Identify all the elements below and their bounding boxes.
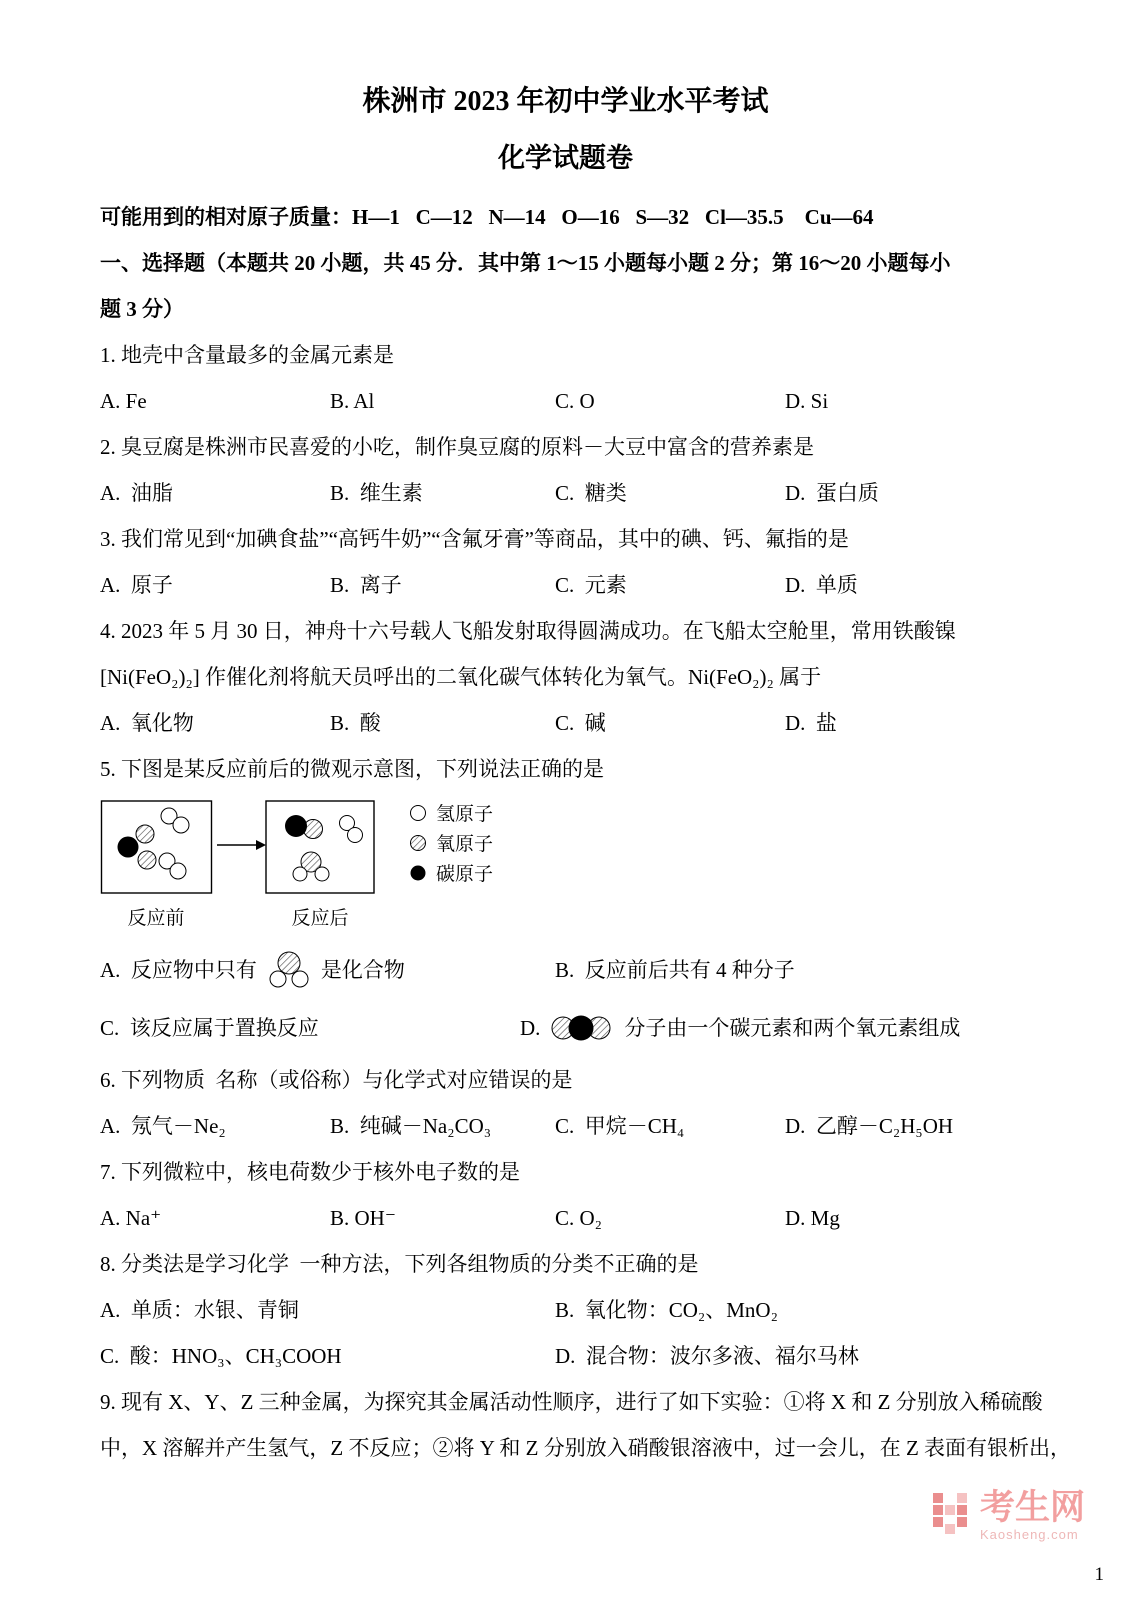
reaction-diagram bbox=[100, 798, 580, 932]
exam-subtitle: 化学试题卷 bbox=[498, 143, 633, 173]
hydrogen-atom-icon bbox=[411, 806, 426, 821]
diagram-legend bbox=[411, 803, 494, 885]
option-d-suffix: 分子由一个碳元素和两个氧元素组成 bbox=[624, 1016, 961, 1040]
question-5-diagram bbox=[100, 798, 1031, 937]
option-a-suffix: 是化合物 bbox=[320, 958, 405, 982]
question-8 bbox=[100, 1241, 1031, 1379]
option-d-prefix: D. bbox=[520, 1016, 541, 1040]
question-2-option-b: B. 维生素 bbox=[330, 481, 423, 505]
kaosheng-logo-icon bbox=[931, 1491, 973, 1537]
question-8-option-d: D. 混合物：波尔多液、福尔马林 bbox=[555, 1344, 859, 1368]
h2o-molecule-after bbox=[293, 852, 329, 881]
question-5-option-b: B. 反应前后共有 4 种分子 bbox=[555, 958, 795, 982]
question-3-option-b: B. 离子 bbox=[330, 573, 402, 597]
question-7-option-d: D. Mg bbox=[785, 1206, 840, 1230]
question-6-option-a: A. 氖气－Ne₂ bbox=[100, 1114, 226, 1138]
kaosheng-watermark bbox=[931, 1488, 1085, 1542]
watermark-texts bbox=[979, 1488, 1085, 1542]
question-1-options bbox=[100, 378, 1031, 424]
question-3-option-a: A. 原子 bbox=[100, 573, 173, 597]
question-9-text-line2: 中，X 溶解并产生氢气，Z 不反应；②将 Y 和 Z 分别放入硝酸银溶液中，过一会儿，在 Z 表面有银析出， bbox=[100, 1436, 1072, 1460]
question-5-options-ab bbox=[100, 941, 1031, 999]
co2-molecule-icon bbox=[549, 1007, 615, 1049]
question-6-option-b: B. 纯碱－Na₂CO₃ bbox=[330, 1114, 492, 1138]
question-4 bbox=[100, 608, 1031, 746]
question-3-option-c: C. 元素 bbox=[555, 573, 627, 597]
question-9-text-line1: 9. 现有 X、Y、Z 三种金属，为探究其金属活动性顺序，进行了如下实验：①将 X 和 Z 分别放入稀硫酸 bbox=[100, 1390, 1043, 1414]
question-1-option-d: D. Si bbox=[785, 389, 829, 413]
question-6-text: 6. 下列物质 名称（或俗称）与化学式对应错误的是 bbox=[100, 1068, 573, 1092]
exam-title: 株洲市 2023 年初中学业水平考试 bbox=[362, 86, 769, 117]
question-4-text-line1: 4. 2023 年 5 月 30 日，神舟十六号载人飞船发射取得圆满成功。在飞船太空舱里，常用铁酸镍 bbox=[100, 619, 956, 643]
question-3-options bbox=[100, 562, 1031, 608]
legend-carbon-label: 碳原子 bbox=[436, 864, 494, 885]
question-4-option-b: B. 酸 bbox=[330, 711, 381, 735]
watermark-site-domain: Kaosheng.com bbox=[979, 1527, 1079, 1542]
question-8-option-c: C. 酸：HNO₃、CH₃COOH bbox=[100, 1344, 342, 1368]
question-4-option-d: D. 盐 bbox=[785, 711, 837, 735]
question-1-option-b: B. Al bbox=[330, 389, 375, 413]
question-2-option-a: A. 油脂 bbox=[100, 481, 173, 505]
question-7-options bbox=[100, 1195, 1031, 1241]
question-4-options bbox=[100, 700, 1031, 746]
question-7-option-b: B. OH⁻ bbox=[330, 1206, 396, 1230]
reaction-arrow-icon bbox=[217, 840, 266, 850]
question-1-option-c: C. O bbox=[555, 389, 595, 413]
after-reaction-label: 反应后 bbox=[291, 908, 349, 929]
question-2-option-c: C. 糖类 bbox=[555, 481, 627, 505]
question-9 bbox=[100, 1379, 1072, 1471]
carbon-atom-icon bbox=[411, 866, 426, 881]
question-7-option-a: A. Na⁺ bbox=[100, 1206, 162, 1230]
question-5-option-c: C. 该反应属于置换反应 bbox=[100, 1016, 319, 1040]
question-5-option-a bbox=[100, 947, 555, 993]
h2-molecule-after bbox=[340, 816, 363, 843]
question-8-text: 8. 分类法是学习化学 一种方法，下列各组物质的分类不正确的是 bbox=[100, 1252, 699, 1276]
question-7-option-c: C. O₂ bbox=[555, 1206, 602, 1230]
h2-molecule-before-2 bbox=[159, 853, 186, 879]
question-3-option-d: D. 单质 bbox=[785, 573, 858, 597]
question-5 bbox=[100, 746, 1031, 1057]
oxygen-atom-icon bbox=[411, 836, 426, 851]
before-reaction-label: 反应前 bbox=[127, 908, 185, 929]
question-2-option-d: D. 蛋白质 bbox=[785, 481, 879, 505]
question-1 bbox=[100, 332, 1031, 424]
co2-molecule-before bbox=[118, 825, 157, 869]
question-4-text-line2: [Ni(FeO₂)₂] 作催化剂将航天员呼出的二氧化碳气体转化为氧气。Ni(FeO₂)₂ 属于 bbox=[100, 665, 822, 689]
question-4-option-c: C. 碱 bbox=[555, 711, 606, 735]
section-header-line1: 一、选择题（本题共 20 小题，共 45 分．其中第 1～15 小题每小题 2 分；第 16～20 小题每小 bbox=[100, 251, 951, 275]
question-8-option-a: A. 单质：水银、青铜 bbox=[100, 1298, 299, 1322]
question-5-option-d bbox=[520, 1005, 1031, 1051]
question-4-option-a: A. 氧化物 bbox=[100, 711, 194, 735]
question-2-options bbox=[100, 470, 1031, 516]
question-6-option-d: D. 乙醇－C₂H₅OH bbox=[785, 1114, 954, 1138]
h2-molecule-before-1 bbox=[161, 808, 189, 833]
co-molecule-after bbox=[285, 815, 323, 839]
question-6 bbox=[100, 1057, 1031, 1149]
question-3 bbox=[100, 516, 1031, 608]
option-a-prefix: A. 反应物中只有 bbox=[100, 958, 257, 982]
page-number: 1 bbox=[1094, 1564, 1104, 1585]
atomic-mass-note: 可能用到的相对原子质量：H—1 C—12 N—14 O—16 S—32 Cl—35.5 Cu—64 bbox=[100, 205, 874, 229]
legend-oxygen-label: 氧原子 bbox=[436, 834, 494, 855]
question-7-text: 7. 下列微粒中，核电荷数少于核外电子数的是 bbox=[100, 1160, 520, 1184]
section-header-line2: 题 3 分） bbox=[100, 297, 184, 321]
question-1-option-a: A. Fe bbox=[100, 389, 147, 413]
watermark-site-name: 考生网 bbox=[979, 1488, 1085, 1527]
h2o-molecule-icon bbox=[266, 948, 312, 992]
question-3-text: 3. 我们常见到“加碘食盐”“高钙牛奶”“含氟牙膏”等商品，其中的碘、钙、氟指的是 bbox=[100, 527, 849, 551]
question-6-options bbox=[100, 1103, 1031, 1149]
question-1-text: 1. 地壳中含量最多的金属元素是 bbox=[100, 343, 394, 367]
question-5-options-cd bbox=[100, 999, 1031, 1057]
question-8-option-b: B. 氧化物：CO₂、MnO₂ bbox=[555, 1298, 778, 1322]
question-6-option-c: C. 甲烷－CH₄ bbox=[555, 1114, 685, 1138]
legend-hydrogen-label: 氢原子 bbox=[436, 804, 494, 825]
question-5-text: 5. 下图是某反应前后的微观示意图，下列说法正确的是 bbox=[100, 757, 604, 781]
question-8-options-ab bbox=[100, 1287, 1031, 1333]
question-2-text: 2. 臭豆腐是株洲市民喜爱的小吃，制作臭豆腐的原料－大豆中富含的营养素是 bbox=[100, 435, 814, 459]
question-7 bbox=[100, 1149, 1031, 1241]
question-2 bbox=[100, 424, 1031, 516]
question-8-options-cd bbox=[100, 1333, 1031, 1379]
